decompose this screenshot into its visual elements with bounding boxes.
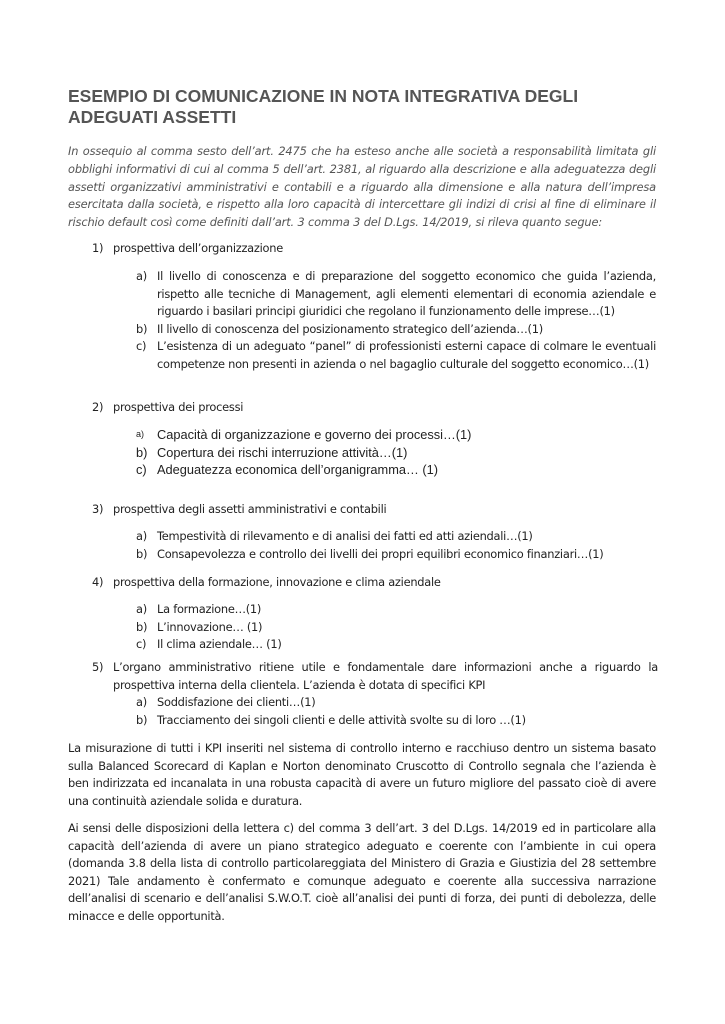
item-letter: c) xyxy=(136,339,147,354)
section-number: 1) xyxy=(92,241,104,255)
section-number: 2) xyxy=(92,400,104,414)
item-text: Soddisfazione dei clienti…(1) xyxy=(157,695,316,709)
section-heading xyxy=(92,574,658,592)
item-text: L’esistenza di un adeguato “panel” di professionisti esterni capace di colmare le eventuali competenze non presenti in azienda o nel bagaglio culturale del soggetto economico…(1) xyxy=(157,339,656,371)
section-heading xyxy=(92,240,658,258)
section-2 xyxy=(92,399,658,417)
list-item xyxy=(136,712,656,730)
section-heading-text: prospettiva dei processi xyxy=(113,400,244,414)
item-letter: c) xyxy=(136,462,147,478)
item-text: Capacità di organizzazione e governo dei processi…(1) xyxy=(157,427,472,442)
item-letter: a) xyxy=(136,529,147,543)
list-item xyxy=(136,619,656,637)
item-text: Copertura dei rischi interruzione attività…(1) xyxy=(157,444,408,460)
item-text: L’innovazione… (1) xyxy=(157,619,263,634)
section-1-items xyxy=(136,268,656,374)
list-item xyxy=(136,426,656,444)
item-text: La formazione…(1) xyxy=(157,602,262,616)
section-heading-text: prospettiva degli assetti amministrativi e contabili xyxy=(113,502,387,516)
section-3-items xyxy=(136,528,656,563)
list-item xyxy=(136,268,656,321)
list-item xyxy=(136,546,656,564)
section-2-items xyxy=(136,426,656,479)
kpi-paragraph: La misurazione di tutti i KPI inseriti nel sistema di controllo interno e racchiuso dentro un sistema basato sulla Balanced Scorecard di Kaplan e Norton denominato Cruscotto di Controllo segnala che l’azienda è ben indirizzata ed incanalata in una robusta capacità di avere un futuro migliore del passato cioè di avere una continuità aziendale solida e duratura. xyxy=(68,741,656,808)
item-letter: b) xyxy=(136,712,148,727)
section-number: 5) xyxy=(92,660,104,674)
item-letter: a) xyxy=(136,695,147,709)
section-number: 3) xyxy=(92,502,104,516)
section-heading xyxy=(92,659,658,694)
section-4-items xyxy=(136,601,656,654)
item-letter: c) xyxy=(136,637,147,652)
list-item xyxy=(136,601,656,619)
swot-paragraph: Ai sensi delle disposizioni della lettera c) del comma 3 dell’art. 3 del D.Lgs. 14/2019 ed in particolare alla capacità dell’azienda di avere un piano strategico adeguato e coerente con l’ambiente in cui opera (domanda 3.8 della lista di controllo particolareggiata del Ministero di Grazia e Giustizia del 28 settembre 2021) Tale andamento è confermato e comunque adeguato e coerente alla successiva narrazione dell’analisi di scenario e dell’analisi S.W.O.T. cioè all’analisi dei punti di forza, dei punti di debolezza, delle minacce e delle opportunità. xyxy=(68,821,656,923)
list-item xyxy=(136,694,656,712)
item-letter: a) xyxy=(136,602,147,616)
section-number: 4) xyxy=(92,575,104,589)
section-heading xyxy=(92,399,658,417)
section-5-items xyxy=(136,694,656,729)
section-4 xyxy=(92,574,658,592)
item-text: Consapevolezza e controllo dei livelli dei propri equilibri economico finanziari…(1) xyxy=(157,546,604,561)
section-heading-text: L’organo amministrativo ritiene utile e fondamentale dare informazioni anche a riguardo la prospettiva interna della clientela. L’azienda è dotata di specifici KPI xyxy=(113,660,658,692)
item-text: Il clima aziendale… (1) xyxy=(157,637,282,652)
item-text: Adeguatezza economica dell’organigramma… (1) xyxy=(157,462,438,478)
item-text: Il livello di conoscenza del posizionamento strategico dell’azienda…(1) xyxy=(157,321,543,336)
list-item xyxy=(136,528,656,546)
section-1 xyxy=(92,240,658,258)
item-letter: b) xyxy=(136,619,148,634)
item-letter: a) xyxy=(136,269,147,283)
item-text: Tempestività di rilevamento e di analisi dei fatti ed atti aziendali…(1) xyxy=(157,529,533,543)
section-3 xyxy=(92,501,658,519)
list-item xyxy=(136,461,656,479)
item-letter: a) xyxy=(136,429,145,439)
section-heading-text: prospettiva della formazione, innovazione e clima aziendale xyxy=(113,575,441,589)
list-item xyxy=(136,321,656,339)
intro-paragraph: In ossequio al comma sesto dell’art. 2475 che ha esteso anche alle società a responsabilità limitata gli obblighi informativi di cui al comma 5 dell’art. 2381, al riguardo alla descrizione e alla adeguatezza degli assetti organizzativi amministrativi e contabili e a riguardo alla dimensione e alla natura dell’impresa esercitata dalla società, e rispetto alla loro capacità di intercettare gli indizi di crisi al fine di eliminare il rischio default così come definiti dall’art. 3 comma 3 del D.Lgs. 14/2019, si rileva quanto segue: xyxy=(68,144,656,230)
list-item xyxy=(136,444,656,462)
section-5 xyxy=(92,659,658,694)
list-item xyxy=(136,636,656,654)
section-heading xyxy=(92,501,658,519)
item-letter: b) xyxy=(136,444,148,460)
list-item xyxy=(136,338,656,373)
item-letter: b) xyxy=(136,321,148,336)
item-text: Tracciamento dei singoli clienti e delle attività svolte su di loro …(1) xyxy=(157,712,526,727)
item-letter: b) xyxy=(136,546,148,561)
document-title: ESEMPIO DI COMUNICAZIONE IN NOTA INTEGRATIVA DEGLI ADEGUATI ASSETTI xyxy=(68,86,579,127)
section-heading-text: prospettiva dell’organizzazione xyxy=(113,241,284,255)
item-text: Il livello di conoscenza e di preparazione del soggetto economico che guida l’azienda, rispetto alle tecniche di Management, agli elementi elementari di economia aziendale e riguardo i basilari principi giuridici che regolano il funzionamento delle imprese…(1) xyxy=(157,269,656,319)
